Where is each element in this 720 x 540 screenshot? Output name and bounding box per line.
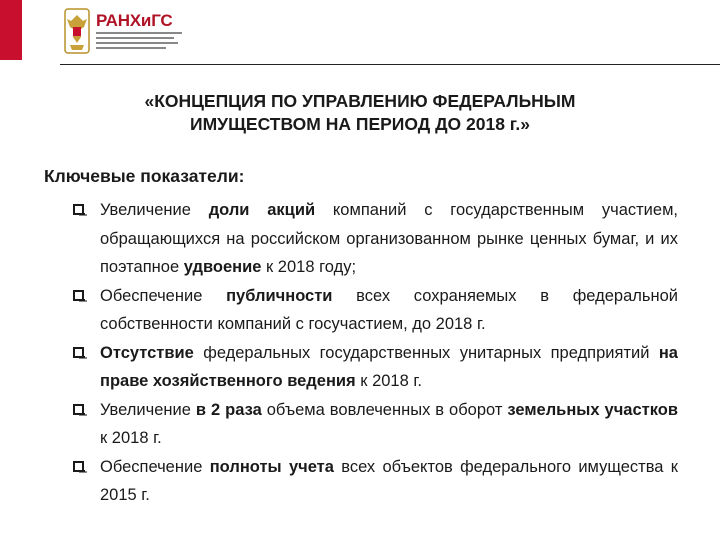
subheading: Ключевые показатели:: [44, 166, 245, 186]
title-line-2: ИМУЩЕСТВОМ НА ПЕРИОД ДО 2018 г.»: [190, 114, 530, 134]
bullet-text: всех объектов федерального имущества к 2015 г.: [100, 457, 679, 504]
bullet-text: Увеличение: [100, 400, 196, 419]
bullet-text: всех сохраняемых в федеральной собственности компаний с госучастием, до 2018 г.: [100, 286, 678, 333]
title-line-1: «КОНЦЕПЦИЯ ПО УПРАВЛЕНИЮ ФЕДЕРАЛЬНЫМ: [144, 91, 576, 111]
list-item: [70, 282, 678, 339]
checkbox-bullet-icon: [73, 347, 84, 358]
bullet-emphasis: полноты учета: [209, 457, 334, 476]
bullet-list: [70, 196, 678, 510]
list-item: [70, 339, 678, 396]
accent-bar: [0, 0, 22, 60]
logo-name: РАНХиГС: [96, 11, 173, 30]
list-item: [70, 453, 678, 510]
bullet-text: к 2018 г.: [100, 429, 162, 447]
checkbox-bullet-icon: [73, 461, 84, 472]
bullet-emphasis: удвоение: [183, 258, 262, 276]
bullet-text: Обеспечение: [100, 286, 227, 305]
logo: [62, 7, 182, 57]
eagle-emblem-icon: [62, 7, 92, 55]
bullet-text: Обеспечение: [100, 457, 210, 476]
bullet-emphasis: на праве хозяйственного ведения: [100, 343, 678, 390]
checkbox-bullet-icon: [73, 290, 84, 301]
bullet-emphasis: доли акций: [208, 201, 316, 219]
list-item: [70, 396, 678, 453]
logo-caption: [96, 32, 182, 52]
bullet-text: к 2018 г.: [355, 372, 422, 390]
list-item: [70, 196, 678, 282]
bullet-emphasis: в 2 раза: [195, 400, 262, 419]
bullet-emphasis: земельных участков: [507, 400, 678, 419]
bullet-text: объема вовлеченных в оборот: [261, 400, 508, 419]
bullet-text: компаний с государственным участием, обращающихся на российском организованном рынке ценных бумаг, и их поэтапное: [100, 201, 678, 276]
checkbox-bullet-icon: [73, 404, 84, 415]
bullet-text: Увеличение: [100, 201, 209, 219]
bullet-emphasis: Отсутствие: [100, 343, 194, 362]
bullet-emphasis: публичности: [226, 286, 333, 305]
page-title: [90, 90, 630, 136]
header-divider: [60, 64, 720, 65]
bullet-text: федеральных государственных унитарных предприятий: [193, 343, 659, 362]
bullet-text: к 2018 году;: [261, 258, 357, 276]
checkbox-bullet-icon: [73, 204, 84, 215]
